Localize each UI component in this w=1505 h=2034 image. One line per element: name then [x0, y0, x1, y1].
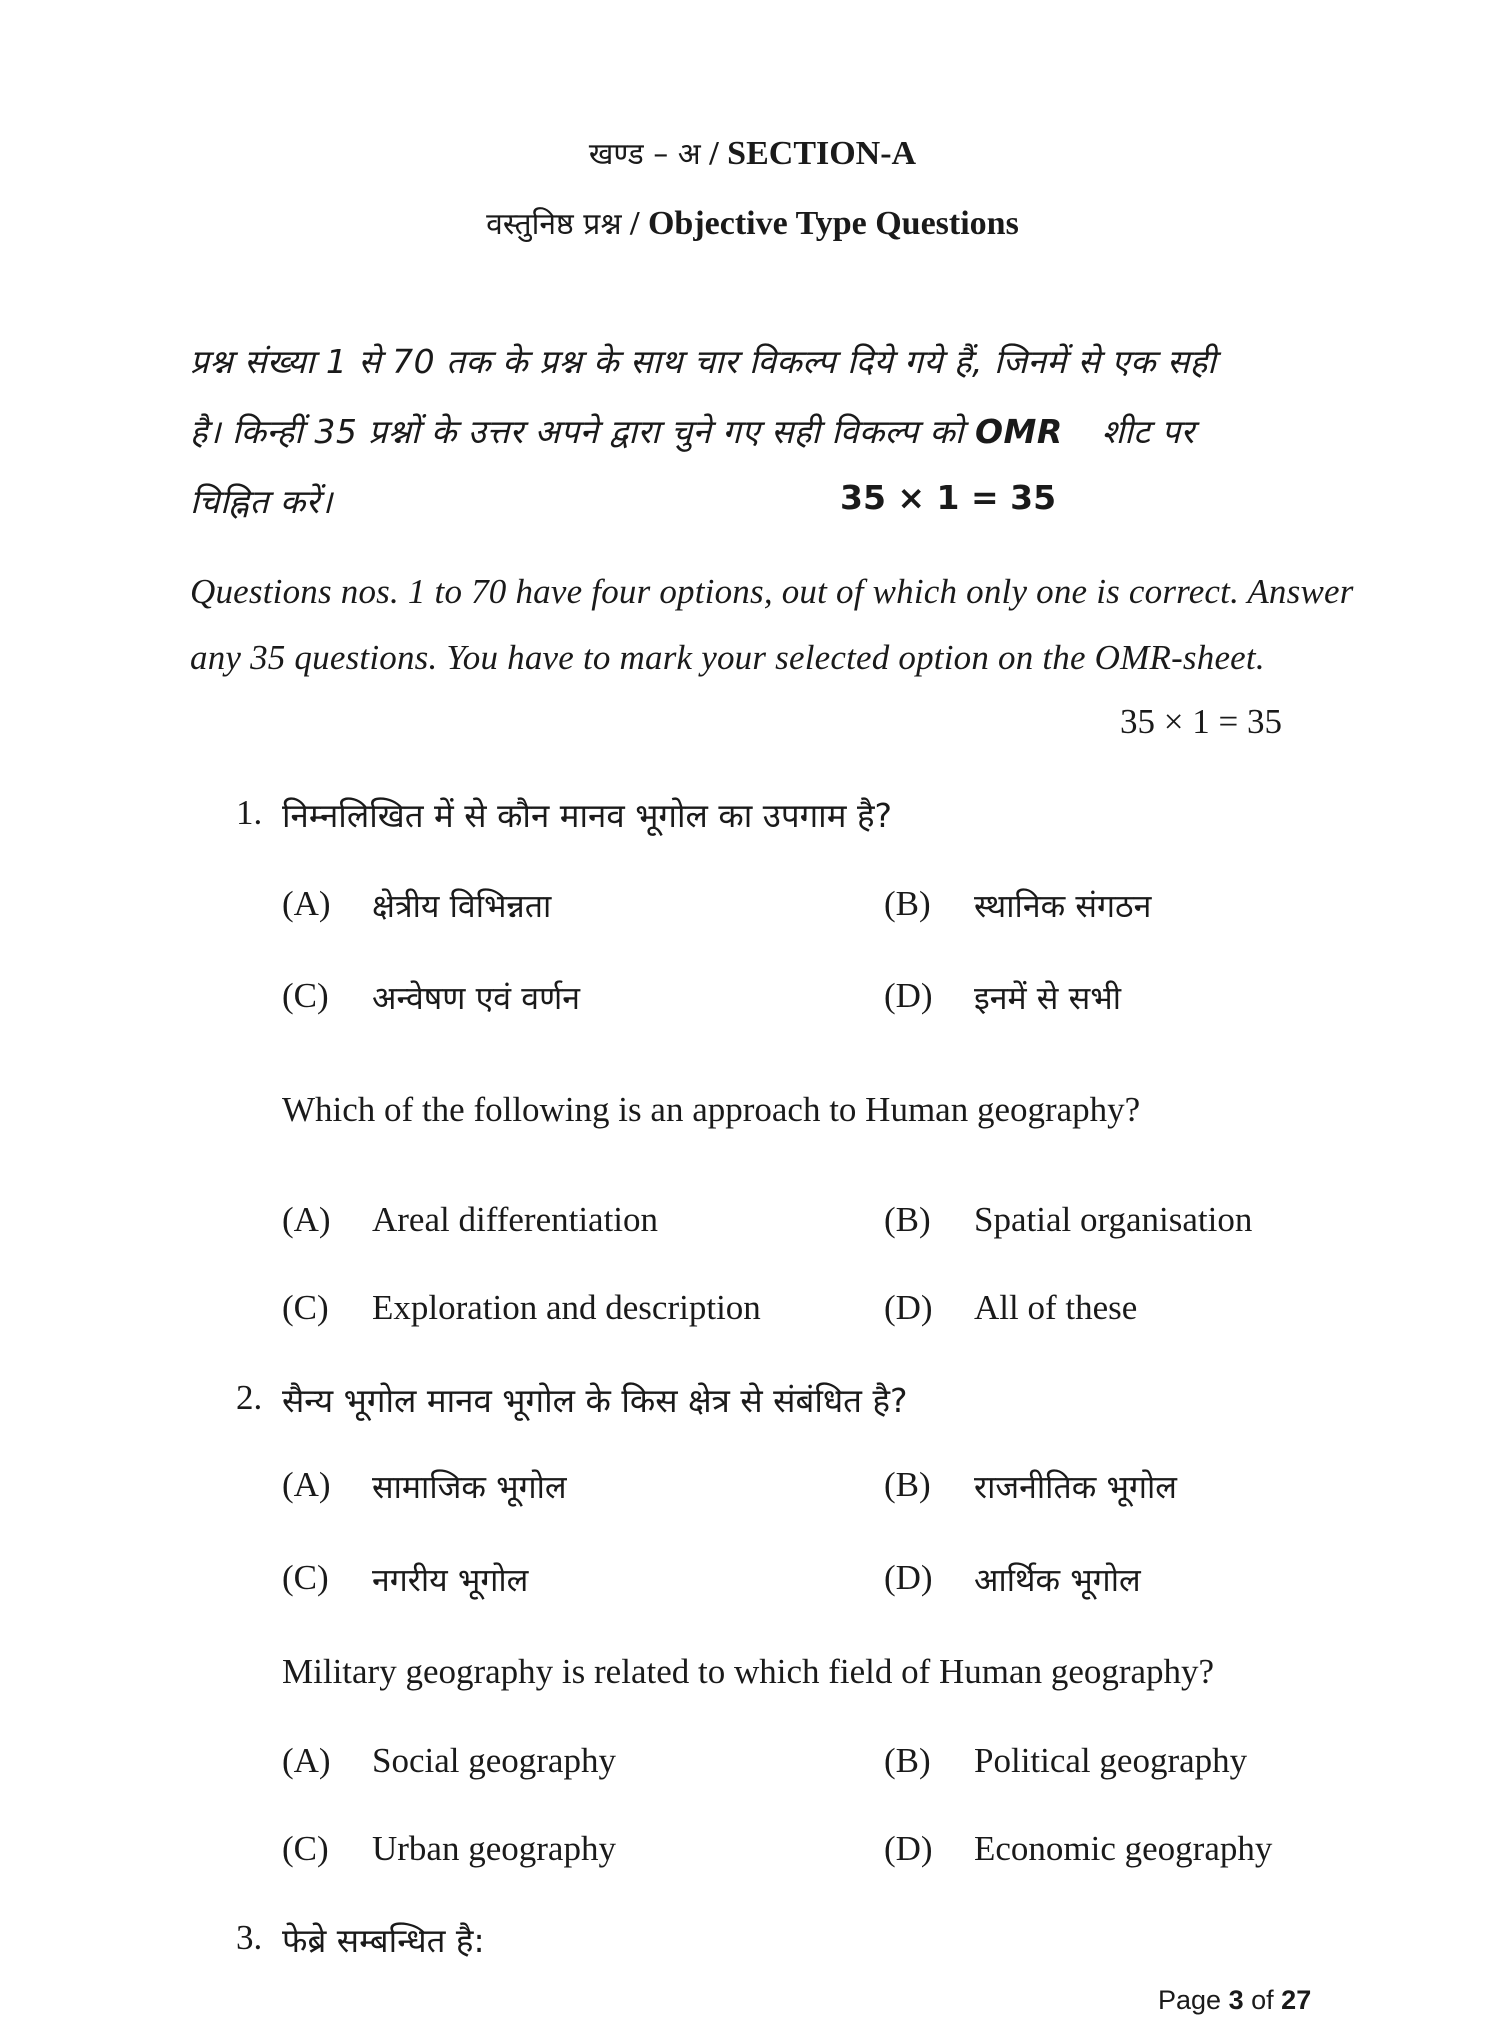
question-3-number: 3.: [236, 1918, 263, 1957]
page-number-label: Page: [1158, 1985, 1222, 2015]
page-number-current: 3: [1228, 1985, 1244, 2015]
q1-english-option-c: Exploration and description: [372, 1288, 761, 1327]
q2-english-option-a: Social geography: [372, 1741, 616, 1780]
hindi-instruction-line-1: प्रश्न संख्या 1 से 70 तक के प्रश्न के साथ चार विकल्प दिये गये हैं, जिनमें से एक सही: [190, 342, 1217, 381]
page-number-total: 27: [1281, 1985, 1312, 2015]
q2-hindi-option-a: सामाजिक भूगोल: [372, 1468, 567, 1506]
page-number-of: of: [1251, 1985, 1274, 2015]
q2-english-option-d: Economic geography: [974, 1829, 1273, 1868]
page-number: [1158, 1985, 1311, 2016]
q1-hindi-option-d: इनमें से सभी: [974, 979, 1122, 1017]
question-3-hindi: फेब्रे सम्बन्धित है:: [282, 1921, 485, 1960]
q1-hindi-option-a: क्षेत्रीय विभिन्नता: [372, 887, 552, 925]
q2-hindi-option-a-letter: (A): [282, 1465, 331, 1504]
q1-english-option-d-letter: (D): [884, 1288, 933, 1327]
q2-hindi-option-d-letter: (D): [884, 1558, 933, 1597]
q2-hindi-option-d: आर्थिक भूगोल: [974, 1561, 1141, 1599]
section-subtitle-english: / Objective Type Questions: [630, 205, 1019, 242]
q1-english-option-d: All of these: [974, 1288, 1138, 1327]
english-instruction-line-1: Questions nos. 1 to 70 have four options, out of which only one is correct. Answer: [190, 572, 1354, 611]
english-instruction-line-2: any 35 questions. You have to mark your selected option on the OMR-sheet.: [190, 638, 1265, 677]
q2-english-option-c-letter: (C): [282, 1829, 329, 1868]
q2-english-option-b: Political geography: [974, 1741, 1248, 1780]
section-title-hindi: खण्ड – अ: [588, 137, 701, 172]
q1-hindi-option-c: अन्वेषण एवं वर्णन: [372, 979, 580, 1017]
hindi-instruction-line-3: चिह्नित करें।: [190, 482, 333, 521]
hindi-instruction-omr: OMR: [974, 412, 1063, 451]
q2-hindi-option-b: राजनीतिक भूगोल: [974, 1468, 1177, 1506]
q1-hindi-option-b-letter: (B): [884, 884, 931, 923]
hindi-marks: 35 × 1 = 35: [840, 478, 1057, 517]
q1-english-option-a: Areal differentiation: [372, 1200, 659, 1239]
section-title: [0, 132, 1505, 173]
question-2-hindi: सैन्य भूगोल मानव भूगोल के किस क्षेत्र से संबंधित है?: [282, 1381, 908, 1420]
english-marks: 35 × 1 = 35: [1120, 702, 1282, 741]
q2-english-option-c: Urban geography: [372, 1829, 616, 1868]
question-1-hindi: निम्नलिखित में से कौन मानव भूगोल का उपगाम है?: [282, 796, 892, 835]
q2-hindi-option-b-letter: (B): [884, 1465, 931, 1504]
question-1-number: 1.: [236, 793, 263, 832]
section-title-english: / SECTION-A: [709, 135, 917, 172]
q2-english-option-d-letter: (D): [884, 1829, 933, 1868]
q1-english-option-b: Spatial organisation: [974, 1200, 1253, 1239]
q1-hindi-option-a-letter: (A): [282, 884, 331, 923]
hindi-instruction-line-2-end: शीट पर: [1101, 412, 1195, 451]
q2-hindi-option-c-letter: (C): [282, 1558, 329, 1597]
q2-english-option-a-letter: (A): [282, 1741, 331, 1780]
q1-english-option-a-letter: (A): [282, 1200, 331, 1239]
q1-english-option-c-letter: (C): [282, 1288, 329, 1327]
hindi-instruction-line-2: [190, 408, 1195, 453]
section-subtitle-hindi: वस्तुनिष्ठ प्रश्न: [486, 207, 622, 242]
q1-english-option-b-letter: (B): [884, 1200, 931, 1239]
question-1-english: Which of the following is an approach to Human geography?: [282, 1090, 1141, 1129]
question-2-english: Military geography is related to which field of Human geography?: [282, 1652, 1215, 1691]
hindi-instruction-line-2-text: है। किन्हीं 35 प्रश्नों के उत्तर अपने द्वारा चुने गए सही विकल्प को: [190, 412, 964, 451]
section-subtitle: [0, 202, 1505, 243]
q1-hindi-option-b: स्थानिक संगठन: [974, 887, 1152, 925]
question-2-number: 2.: [236, 1378, 263, 1417]
q2-english-option-b-letter: (B): [884, 1741, 931, 1780]
q1-hindi-option-d-letter: (D): [884, 976, 933, 1015]
q2-hindi-option-c: नगरीय भूगोल: [372, 1561, 529, 1599]
q1-hindi-option-c-letter: (C): [282, 976, 329, 1015]
